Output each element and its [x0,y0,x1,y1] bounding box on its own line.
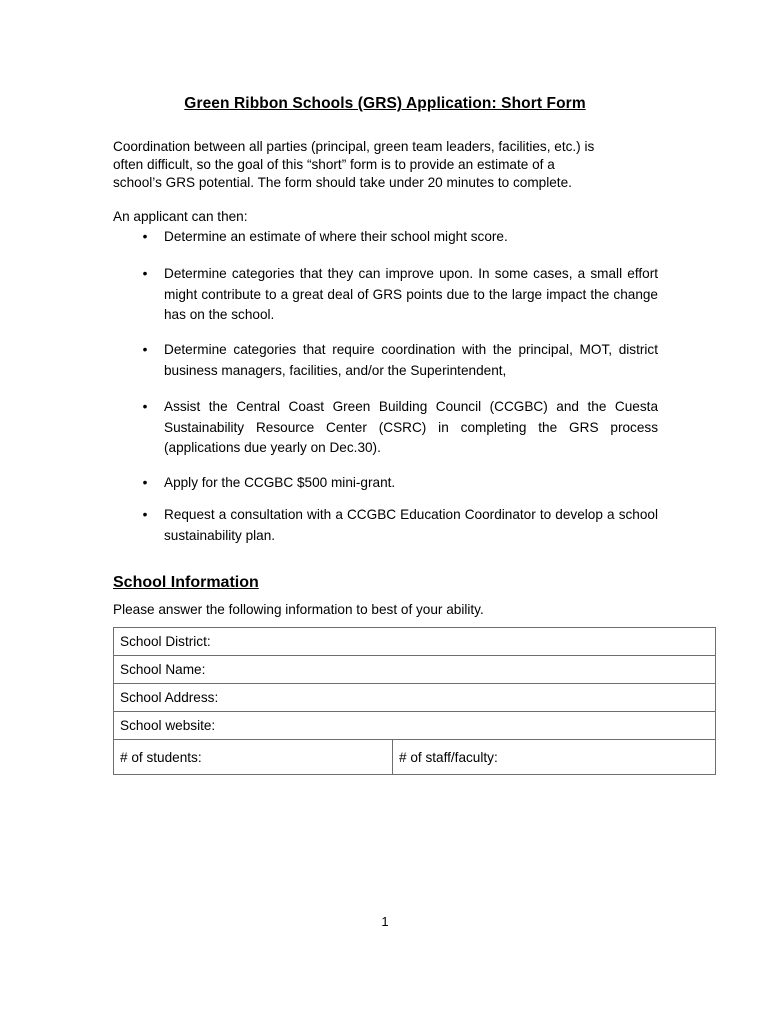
intro-line: school’s GRS potential. The form should take under 20 minutes to complete. [113,175,572,190]
school-information-table [113,627,716,775]
bullet-text: Determine categories that require coordination with the principal, MOT, district business managers, facilities, and/or the Superintendent, [164,342,658,378]
bullet-text: Determine an estimate of where their school might score. [164,229,508,244]
bullet-text: Request a consultation with a CCGBC Education Coordinator to develop a school sustainability plan. [164,507,658,543]
school-website-field[interactable]: School website: [114,712,716,740]
intro-paragraph [113,138,673,192]
number-of-students-field[interactable]: # of students: [114,740,393,775]
intro-line: Coordination between all parties (principal, green team leaders, facilities, etc.) is [113,139,595,154]
bullet-item-coordination [138,340,658,381]
section-instructions: Please answer the following information to best of your ability. [113,602,484,617]
table-row [114,628,716,656]
bullet-icon: • [142,266,148,281]
page-number: 1 [381,914,389,929]
bullet-icon: • [142,507,148,522]
intro-line: often difficult, so the goal of this “short” form is to provide an estimate of a [113,157,555,172]
bullet-icon: • [142,342,148,357]
bullet-text: Assist the Central Coast Green Building Council (CCGBC) and the Cuesta Sustainability Resource Center (CSRC) in completing the GRS process (applications due yearly on Dec.30). [164,399,658,455]
bullet-icon: • [142,229,148,244]
bullet-icon: • [142,399,148,414]
school-address-field[interactable]: School Address: [114,684,716,712]
section-heading: School Information [113,574,259,591]
bullet-item-consultation [138,505,658,546]
table-row [114,656,716,684]
school-district-field[interactable]: School District: [114,628,716,656]
bullet-text: Determine categories that they can improve upon. In some cases, a small effort might contribute to a great deal of GRS points due to the large impact the change has on the school. [164,266,658,322]
lead-in-text: An applicant can then: [113,209,248,224]
bullet-text: Apply for the CCGBC $500 mini-grant. [164,475,396,490]
bullet-item-improve [138,264,658,326]
bullet-item-assist [138,397,658,459]
table-row [114,740,716,775]
school-name-field[interactable]: School Name: [114,656,716,684]
bullet-item-estimate [138,227,658,248]
bullet-item-mini-grant [138,473,658,494]
table-row [114,684,716,712]
document-title: Green Ribbon Schools (GRS) Application: Short Form [184,95,586,112]
table-row [114,712,716,740]
bullet-icon: • [142,475,148,490]
number-of-staff-field[interactable]: # of staff/faculty: [393,740,716,775]
